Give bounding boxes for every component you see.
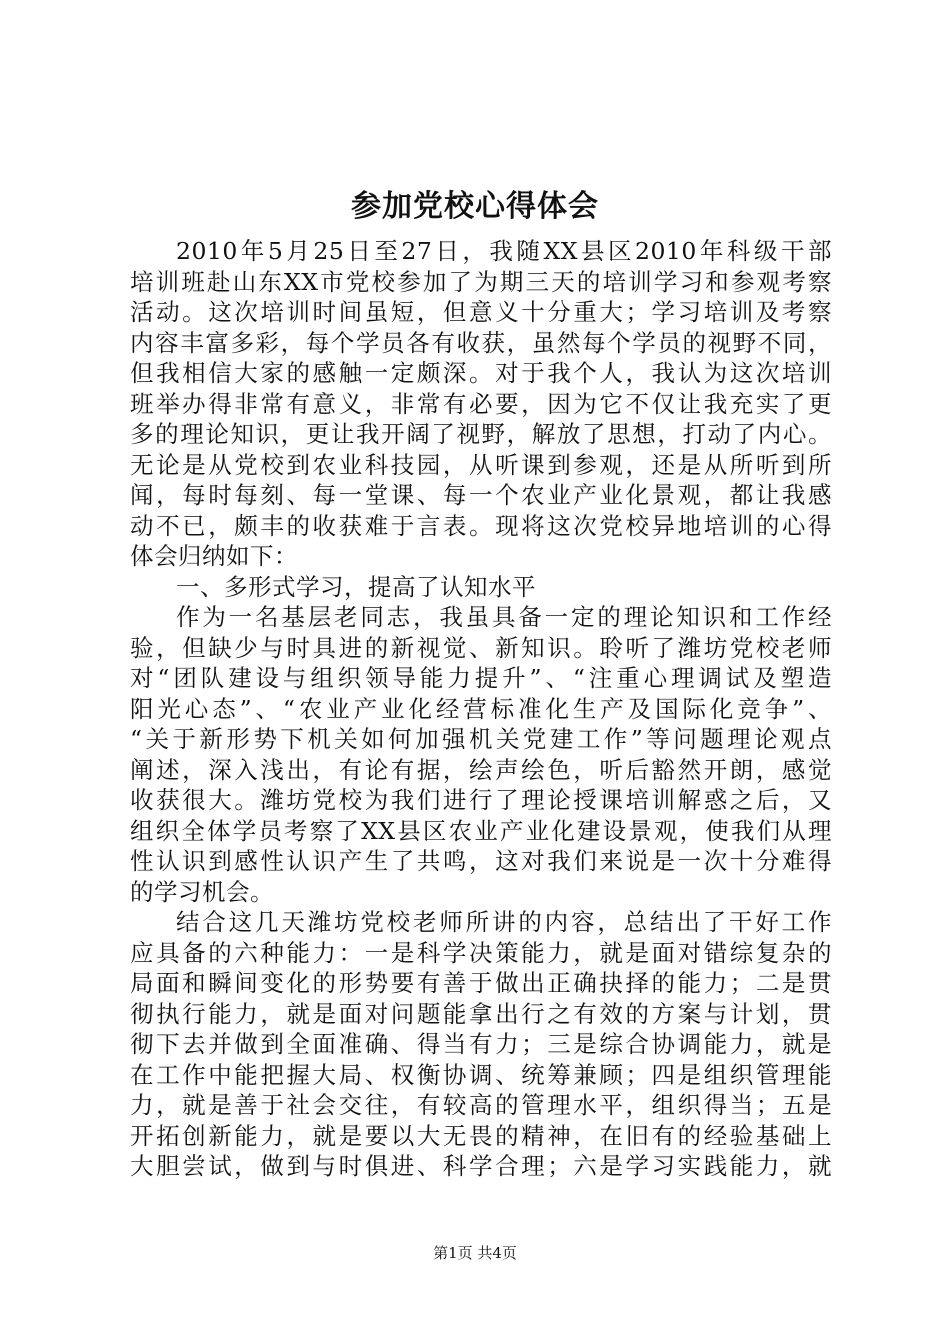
text-line: 内容丰富多彩，每个学员各有收获，虽然每个学员的视野不同，: [130, 328, 832, 357]
text-line: 大胆尝试，做到与时俱进、科学合理；六是学习实践能力，就: [130, 1152, 832, 1180]
text-line: “关于新形势下机关如何加强机关党建工作”等问题理论观点: [130, 725, 832, 753]
document-body: [130, 236, 832, 1182]
text-line: 彻下去并做到全面准确、得当有力；三是综合协调能力，就是: [130, 1030, 832, 1058]
text-line: 性认识到感性认识产生了共鸣，这对我们来说是一次十分难得: [130, 847, 832, 875]
text-line: 一、多形式学习，提高了认知水平: [176, 572, 536, 601]
text-line: 班举办得非常有意义，非常有必要，因为它不仅让我充实了更: [130, 389, 832, 418]
text-line: 在工作中能把握大局、权衡协调、统筹兼顾；四是组织管理能: [130, 1060, 832, 1089]
text-line: 但我相信大家的感触一定颇深。对于我个人，我认为这次培训: [130, 359, 832, 387]
text-line: 活动。这次培训时间虽短，但意义十分重大；学习培训及考察: [130, 298, 832, 326]
text-line: 阳光心态”、“农业产业化经营标准化生产及国际化竞争”、: [130, 694, 832, 723]
text-line: 的学习机会。: [130, 877, 274, 906]
text-line: 培训班赴山东XX市党校参加了为期三天的培训学习和参观考察: [130, 267, 832, 296]
text-line: 收获很大。潍坊党校为我们进行了理论授课培训解惑之后，又: [130, 786, 832, 814]
text-line: 对“团队建设与组织领导能力提升”、“注重心理调试及塑造: [130, 664, 832, 692]
text-line: 结合这几天潍坊党校老师所讲的内容，总结出了干好工作: [176, 908, 832, 936]
text-line: 动不已，颇丰的收获难于言表。现将这次党校异地培训的心得: [130, 511, 832, 540]
text-line: 应具备的六种能力：一是科学决策能力，就是面对错综复杂的: [130, 938, 832, 967]
text-line: 局面和瞬间变化的形势要有善于做出正确抉择的能力；二是贯: [130, 969, 832, 997]
document-title: 参加党校心得体会: [351, 189, 599, 224]
text-line: 无论是从党校到农业科技园，从听课到参观，还是从所听到所: [130, 450, 832, 479]
text-line: 多的理论知识，更让我开阔了视野，解放了思想，打动了内心。: [130, 420, 832, 448]
text-line: 开拓创新能力，就是要以大无畏的精神，在旧有的经验基础上: [130, 1121, 832, 1150]
text-line: 作为一名基层老同志，我虽具备一定的理论知识和工作经: [176, 603, 832, 631]
text-line: 彻执行能力，就是面对问题能拿出行之有效的方案与计划，贯: [130, 999, 832, 1028]
text-line: 2010年5月25日至27日，我随XX县区2010年科级干部: [176, 237, 832, 265]
text-line: 验，但缺少与时具进的新视觉、新知识。聆听了潍坊党校老师: [130, 633, 832, 662]
text-line: 力，就是善于社会交往，有较高的管理水平，组织得当；五是: [130, 1091, 832, 1119]
text-line: 体会归纳如下：: [130, 542, 298, 570]
text-line: 闻，每时每刻、每一堂课、每一个农业产业化景观，都让我感: [130, 481, 832, 509]
text-line: 组织全体学员考察了XX县区农业产业化建设景观，使我们从理: [130, 816, 832, 845]
text-line: 阐述，深入浅出，有论有据，绘声绘色，听后豁然开朗，感觉: [130, 755, 832, 784]
page-footer: 第1页 共4页: [433, 1244, 517, 1262]
